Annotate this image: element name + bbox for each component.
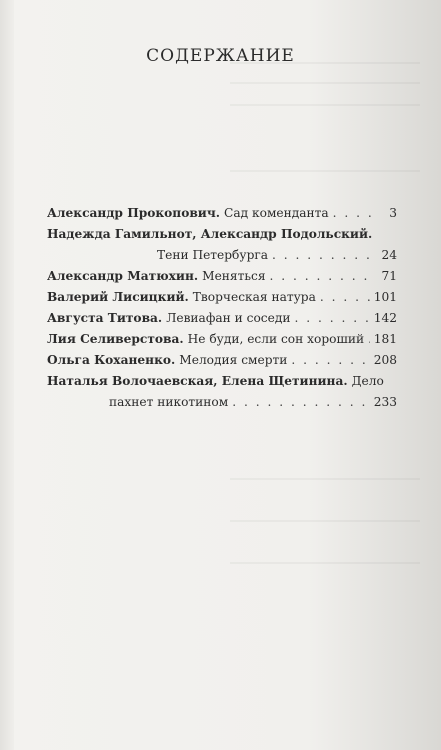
toc-page-number: 208 — [373, 353, 397, 367]
toc-leader-dots — [320, 287, 370, 308]
toc-author: Валерий Лисицкий. — [47, 290, 189, 304]
toc-leader-dots — [294, 308, 369, 329]
toc-leader-dots — [270, 266, 373, 287]
toc-page-number: 142 — [373, 311, 397, 325]
show-through-line — [230, 170, 420, 172]
toc-work-title: Левиафан и соседи — [166, 311, 291, 325]
table-of-contents — [47, 203, 397, 413]
show-through-line — [230, 478, 420, 480]
toc-work-title-continued: пахнет никотином — [109, 395, 229, 409]
toc-author: Александр Прокопович. — [47, 206, 221, 220]
toc-author: Александр Матюхин. — [47, 269, 199, 283]
show-through-line — [230, 104, 420, 106]
toc-author: Августа Титова. — [47, 311, 163, 325]
page-gutter — [0, 0, 14, 750]
toc-page-number: 3 — [389, 206, 397, 220]
toc-entry — [47, 266, 397, 287]
toc-work-title: Дело — [351, 374, 384, 388]
toc-work-title: Меняться — [202, 269, 266, 283]
toc-entry — [47, 203, 397, 224]
page-title: СОДЕРЖАНИЕ — [146, 46, 295, 66]
toc-entry — [47, 224, 397, 266]
toc-work-title: Не буди, если сон хороший — [187, 332, 365, 346]
toc-author: Лия Селиверстова. — [47, 332, 184, 346]
toc-work-title: Мелодия смерти — [179, 353, 288, 367]
toc-work-title: Сад коменданта — [224, 206, 329, 220]
toc-entry — [47, 308, 397, 329]
toc-author: Наталья Волочаевская, Елена Щетинина. — [47, 374, 348, 388]
toc-leader-dots — [368, 329, 370, 350]
toc-work-title: Тени Петербурга — [157, 248, 269, 262]
toc-page-number: 233 — [373, 395, 397, 409]
show-through-line — [230, 562, 420, 564]
toc-leader-dots — [333, 203, 373, 224]
toc-work-title: Творческая натура — [192, 290, 316, 304]
toc-entry — [47, 350, 397, 371]
show-through-line — [230, 520, 420, 522]
toc-entry — [47, 371, 397, 413]
toc-author: Надежда Гамильнот, Александр Подольский. — [47, 227, 373, 241]
toc-leader-dots — [291, 350, 369, 371]
toc-author: Ольга Коханенко. — [47, 353, 176, 367]
toc-leader-dots — [272, 245, 373, 266]
toc-entry — [47, 329, 397, 350]
toc-leader-dots — [232, 392, 370, 413]
toc-page-number: 101 — [373, 290, 397, 304]
toc-page-number: 71 — [381, 269, 397, 283]
show-through-line — [230, 82, 420, 84]
toc-page-number: 181 — [373, 332, 397, 346]
toc-page-number: 24 — [381, 248, 397, 262]
toc-entry — [47, 287, 397, 308]
